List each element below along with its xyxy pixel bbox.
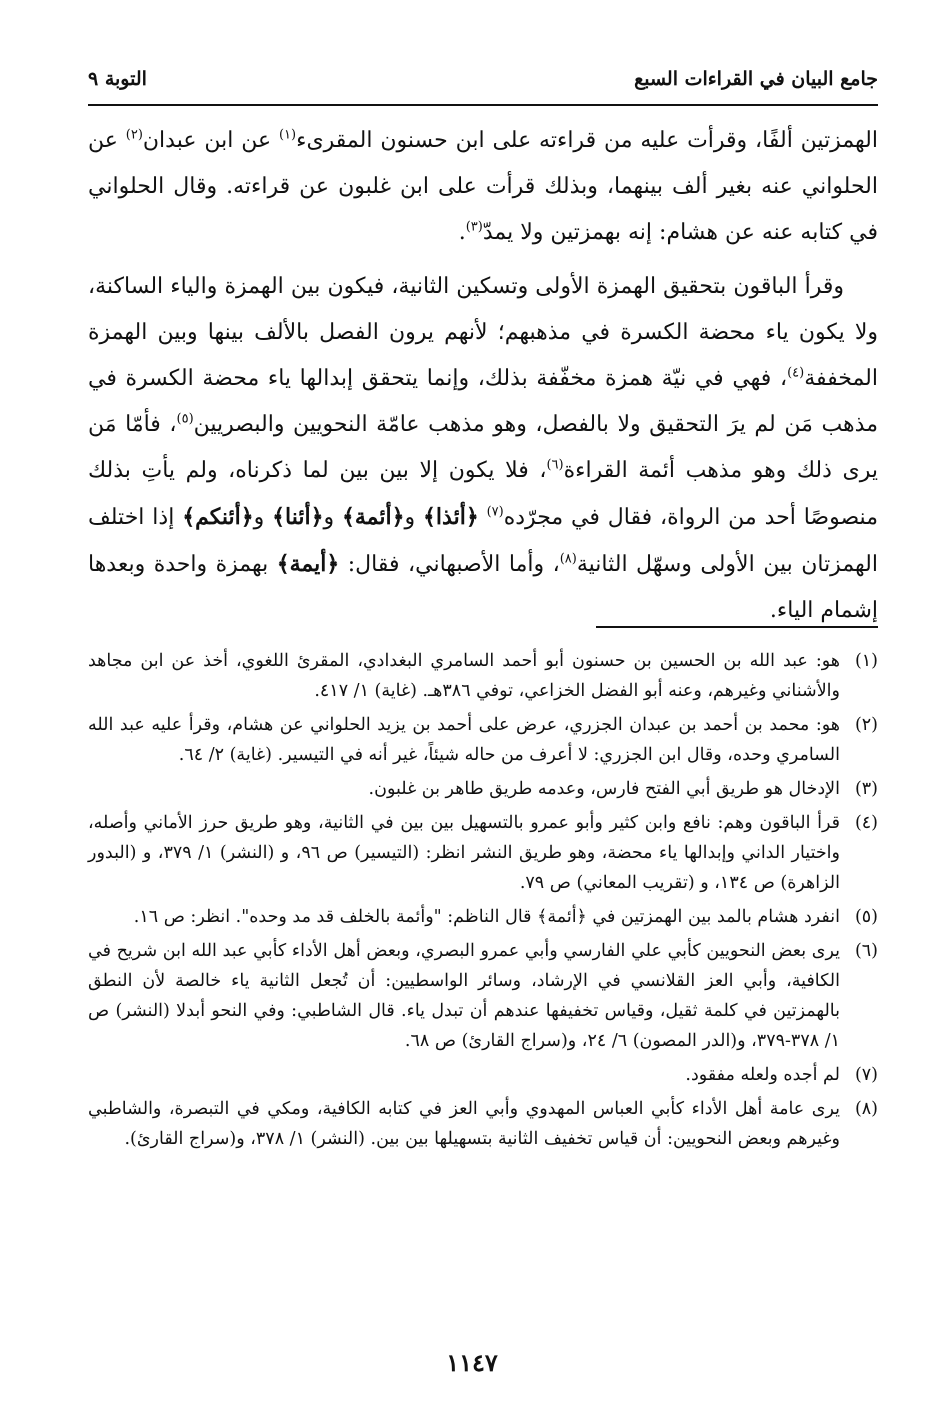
- running-header: [88, 64, 878, 106]
- text-run: .: [458, 220, 466, 245]
- footnote-text: يرى بعض النحويين كأبي علي الفارسي وأبي عمرو البصري، وبعض أهل الأداء كأبي عبد الله ابن شريح في الكافية، وأبي العز القلانسي في الإرشاد، وسائر الواسطيين: أن تُجعل الثانية ياء خالصة لأن النطق بالهمزتين في كلمة ثقيل، وقياس تخفيفها عندهم أن تبدل ياء. قال الشاطبي: وفي النحو أبدلا (النشر) ص ١/ ٣٧٨-٣٧٩، و(الدر المصون) ٦/ ٢٤، و(سراج القارئ) ص ٦٨.: [88, 941, 840, 1051]
- footnote-number: (٤): [854, 813, 878, 833]
- footnote-text: لم أجده ولعله مفقود.: [685, 1065, 840, 1085]
- footnote-text: قرأ الباقون وهم: نافع وابن كثير وأبو عمرو بالتسهيل بين بين في الثانية، وهو طريق حرز الأماني وأصله، واختيار الداني وإبدالها ياء محضة، وهو طريق النشر انظر: (التيسير) ص ٩٦، و (النشر) ١/ ٣٧٩، و (البدور الزاهرة) ص ١٣٤، و (تقريب المعاني) ص ٧٩.: [88, 813, 841, 893]
- footnote-ref-5[interactable]: (٥): [176, 411, 194, 427]
- footnote-3: [88, 774, 878, 804]
- footnote-text: يرى عامة أهل الأداء كأبي العباس المهدوي وأبي العز في كتابه الكافية، ومكي في التبصرة، والشاطبي وغيرهم وبعض النحويين: أن قياس تخفيف الثانية بتسهيلها بين بين. (النشر) ١/ ٣٧٨، و(سراج القارئ).: [88, 1099, 840, 1149]
- paragraph-2: [88, 264, 878, 634]
- quran-word: ﴿أئنا﴾: [272, 504, 324, 530]
- footnote-ref-2[interactable]: (٢): [125, 127, 143, 143]
- footnote-separator: [596, 626, 878, 628]
- text-run: و: [323, 505, 342, 530]
- text-run: ، فهي في نيّة همزة مخفّفة بذلك، وإنما يتحقق إبدالها ياء محضة الكسرة في مذهب مَن لم يرَ التحقيق ولا بالفصل، وهو مذهب عامّة النحويين والبصريين: [88, 366, 878, 437]
- text-run: [479, 505, 487, 530]
- footnote-number: (٥): [854, 907, 878, 927]
- main-text: [88, 118, 878, 634]
- text-run: بهمزة واحدة وبعدها إشمام الياء.: [88, 552, 878, 623]
- quran-word: ﴿أئنكم﴾: [182, 504, 254, 530]
- text-run: ، فأمّا مَن يرى ذلك وهو مذهب أئمة القراءة: [88, 412, 878, 483]
- footnote-ref-3[interactable]: (٣): [465, 219, 483, 235]
- footnote-ref-4[interactable]: (٤): [787, 365, 805, 381]
- footnote-2: [88, 710, 878, 770]
- footnote-number: (٨): [854, 1099, 878, 1119]
- footnote-number: (٢): [854, 715, 878, 735]
- footnote-1: [88, 646, 878, 706]
- footnote-text: هو: محمد بن أحمد بن عبدان الجزري، عرض على أحمد بن يزيد الحلواني عن هشام، وقرأ عليه عبد الله السامري وحده، وقال ابن الجزري: لا أعرف من حاله شيئاً، غير أنه في التيسير. (غاية) ٢/ ٦٤.: [88, 715, 840, 765]
- text-run: الهمزتين ألفًا، وقرأت عليه من قراءته على ابن حسنون المقرىء: [296, 128, 878, 153]
- footnote-8: [88, 1094, 878, 1154]
- text-run: و: [253, 505, 273, 530]
- text-run: عن الحلواني عنه بغير ألف بينهما، وبذلك قرأت على ابن غلبون عن قراءته. وقال الحلواني في كتابه عنه عن هشام: إنه بهمزتين ولا يمدّ: [88, 128, 878, 245]
- footnote-text: الإدخال هو طريق أبي الفتح فارس، وعدمه طريق طاهر بن غلبون.: [368, 779, 840, 799]
- quran-word: ﴿أئذا﴾: [423, 504, 479, 530]
- book-title: جامع البيان في القراءات السبع: [634, 68, 878, 90]
- footnote-number: (٣): [854, 779, 878, 799]
- footnote-6: [88, 936, 878, 1056]
- page-number: ١١٤٧: [446, 1348, 498, 1377]
- chapter-label: التوبة ٩: [88, 68, 147, 90]
- quran-word: ﴿أئمة﴾: [342, 504, 405, 530]
- footnote-number: (٦): [854, 941, 878, 961]
- text-run: عن ابن عبدان: [142, 128, 279, 153]
- footnote-text: انفرد هشام بالمد بين الهمزتين في ﴿أئمة﴾ قال الناظم: "وأئمة بالخلف قد مد وحده". انظر: ص ١٦.: [133, 907, 840, 927]
- text-run: إذا اختلف الهمزتان بين الأولى وسهّل الثانية: [88, 505, 879, 577]
- text-run: ، فلا يكون إلا بين بين لما ذكرناه، ولم يأتِ بذلك منصوصًا أحد من الرواة، فقال في مجرّده: [88, 458, 878, 530]
- footnote-7: [88, 1060, 878, 1090]
- footnote-ref-1[interactable]: (١): [278, 127, 297, 143]
- footnote-number: (٧): [854, 1065, 878, 1085]
- footnote-ref-8[interactable]: (٨): [559, 551, 577, 567]
- text-run: ، وأما الأصبهاني، فقال:: [339, 552, 560, 577]
- footnote-ref-6[interactable]: (٦): [546, 457, 564, 473]
- footnote-number: (١): [854, 651, 878, 671]
- footnote-5: [88, 902, 878, 932]
- paragraph-1: [88, 118, 878, 256]
- footnote-ref-7[interactable]: (٧): [486, 504, 504, 520]
- text-run: وقرأ الباقون بتحقيق الهمزة الأولى وتسكين الثانية، فيكون بين الهمزة والياء الساكنة، ولا يكون ياء محضة الكسرة في مذهبهم؛ لأنهم يرون الفصل بالألف بينها وبين الهمزة المخففة: [88, 274, 878, 391]
- quran-word: ﴿أيمة﴾: [276, 551, 340, 577]
- footnote-4: [88, 808, 878, 898]
- text-run: و: [404, 505, 424, 530]
- footnote-text: هو: عبد الله بن الحسين بن حسنون أبو أحمد السامري البغدادي، المقرئ اللغوي، أخذ عن ابن مجاهد والأشناني وغيرهم، وعنه أبو الفضل الخزاعي، توفي ٣٨٦هـ. (غاية) ١/ ٤١٧.: [88, 651, 840, 701]
- footnotes: [88, 646, 878, 1158]
